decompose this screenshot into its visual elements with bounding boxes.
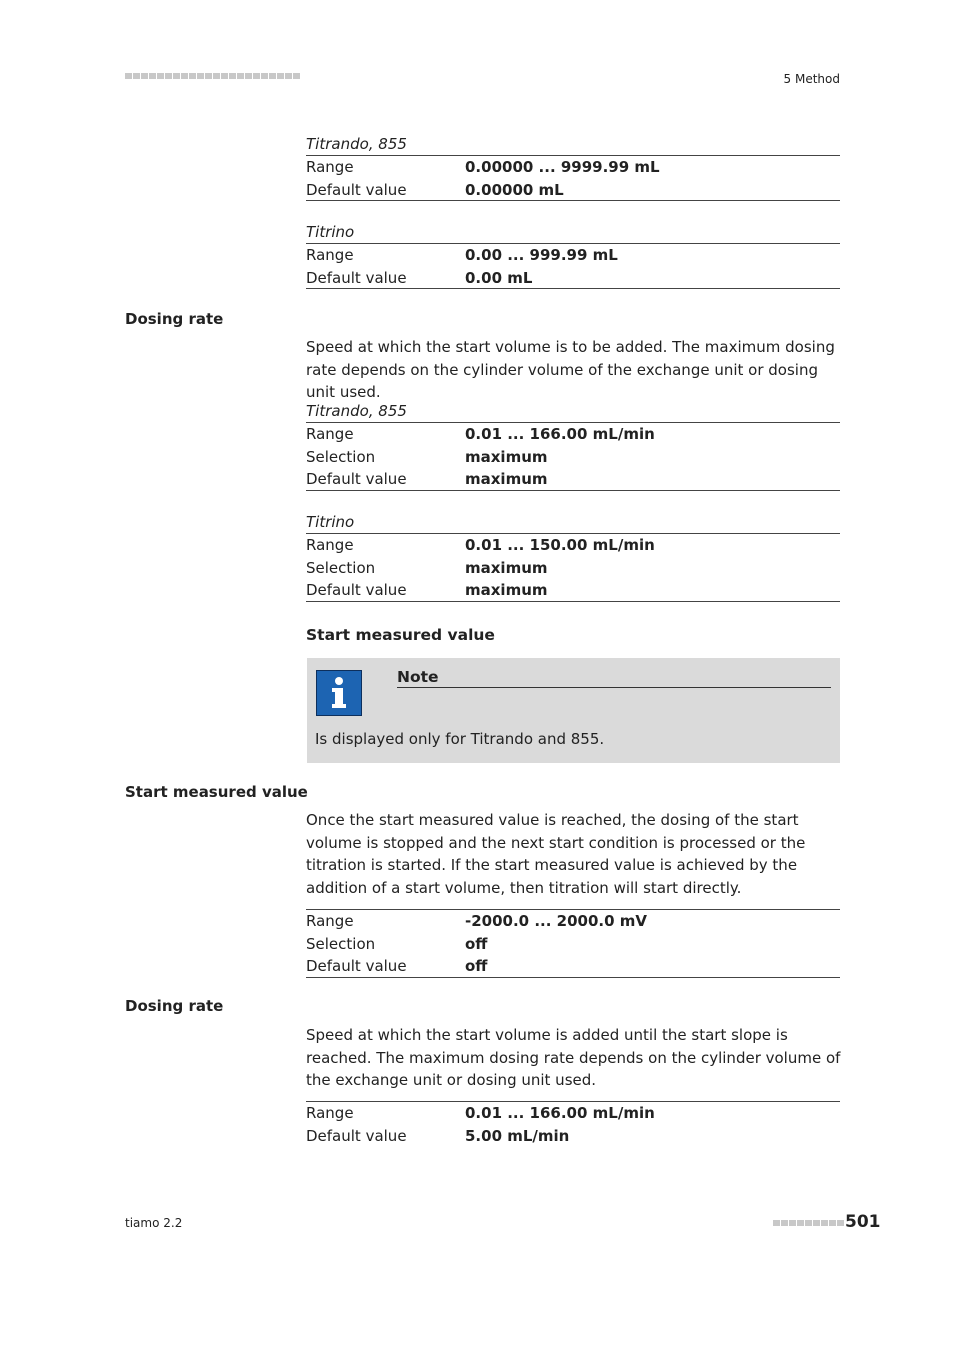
section-heading: Start measured value: [125, 783, 308, 801]
table-row: [306, 468, 840, 491]
row-label: Default value: [306, 581, 407, 599]
row-label: Range: [306, 246, 354, 264]
parameter-table: [306, 511, 840, 602]
row-label: Range: [306, 425, 354, 443]
row-value: 0.00 ... 999.99 mL: [465, 246, 618, 264]
table-row: [306, 579, 840, 602]
note-box: [307, 658, 840, 763]
row-value: off: [465, 934, 488, 953]
row-value: 0.01 ... 166.00 mL/min: [465, 1104, 655, 1122]
row-label: Range: [306, 1104, 354, 1122]
subsection-heading: Start measured value: [306, 626, 495, 644]
row-value: off: [465, 957, 488, 975]
table-row: [306, 910, 840, 933]
table-row: [306, 933, 840, 956]
chapter-title: 5 Method: [783, 72, 840, 86]
row-label: Selection: [306, 934, 376, 953]
parameter-table: [306, 400, 840, 491]
table-caption: Titrando, 855: [306, 133, 840, 156]
row-label: Range: [306, 912, 354, 930]
row-label: Default value: [306, 180, 407, 199]
note-title: Note: [397, 668, 831, 688]
table-row: [306, 156, 840, 179]
table-row: [306, 244, 840, 267]
row-label: Range: [306, 158, 354, 176]
section-heading: Dosing rate: [125, 310, 224, 328]
table-row: [306, 1125, 840, 1148]
table-row: [306, 955, 840, 978]
row-value: 0.01 ... 166.00 mL/min: [465, 425, 655, 443]
row-value: 0.00 mL: [465, 268, 533, 287]
table-row: [306, 534, 840, 557]
row-value: 0.00000 ... 9999.99 mL: [465, 158, 660, 176]
parameter-table: [306, 1101, 840, 1147]
row-value: maximum: [465, 558, 548, 577]
table-row: [306, 179, 840, 202]
table-row: [306, 1102, 840, 1125]
info-icon: [316, 670, 362, 716]
row-label: Selection: [306, 447, 376, 466]
table-caption: Titrando, 855: [306, 400, 840, 423]
table-caption: Titrino: [306, 511, 840, 534]
row-value: 0.01 ... 150.00 mL/min: [465, 536, 655, 554]
table-row: [306, 267, 840, 290]
row-value: 5.00 mL/min: [465, 1126, 570, 1145]
row-value: maximum: [465, 581, 548, 599]
section-text: Once the start measured value is reached, the dosing of the start volume is stopped and the next start condition is processed or the titration is started. If the start measured value is achieved by the addition of a start volume, then titration will start directly.: [306, 811, 806, 897]
section-text: Speed at which the start volume is to be added. The maximum dosing rate depends on the cylinder volume of the exchange unit or dosing unit used.: [306, 338, 835, 401]
row-label: Default value: [306, 268, 407, 287]
footer-decoration: [773, 1220, 844, 1226]
row-label: Default value: [306, 470, 407, 488]
parameter-table: [306, 133, 840, 201]
page-number: 501: [845, 1212, 881, 1232]
row-label: Range: [306, 536, 354, 554]
row-label: Selection: [306, 558, 376, 577]
product-name: tiamo 2.2: [125, 1216, 183, 1230]
row-value: -2000.0 ... 2000.0 mV: [465, 912, 647, 930]
row-value: maximum: [465, 470, 548, 488]
parameter-table: [306, 909, 840, 978]
row-label: Default value: [306, 957, 407, 975]
row-value: maximum: [465, 447, 548, 466]
table-row: [306, 423, 840, 446]
table-row: [306, 557, 840, 580]
parameter-table: [306, 221, 840, 289]
note-text: Is displayed only for Titrando and 855.: [315, 730, 605, 748]
header-decoration: [125, 73, 300, 79]
table-caption: Titrino: [306, 221, 840, 244]
row-label: Default value: [306, 1126, 407, 1145]
section-heading: Dosing rate: [125, 997, 224, 1015]
section-text: Speed at which the start volume is added until the start slope is reached. The maximum dosing rate depends on the cylinder volume of the exchange unit or dosing unit used.: [306, 1026, 841, 1089]
table-row: [306, 446, 840, 469]
row-value: 0.00000 mL: [465, 180, 564, 199]
